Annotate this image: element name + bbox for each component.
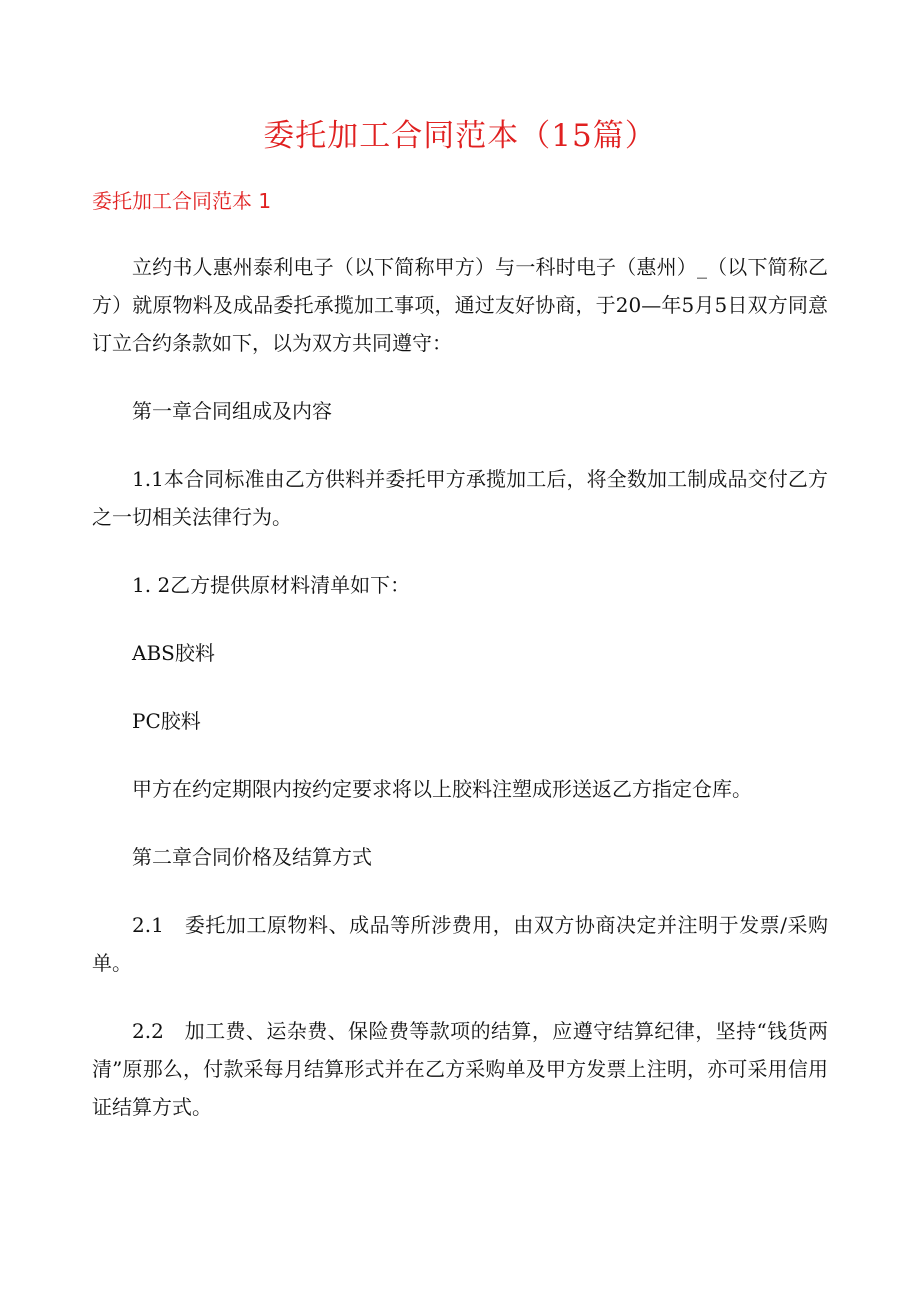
material-abs: ABS胶料 [132,641,215,665]
clause-2-1: 2.1 委托加工原物料、成品等所涉费用，由双方协商决定并注明于发票/采购单。 [92,913,828,975]
section-heading: 委托加工合同范本 1 [92,189,272,213]
paragraph-delivery: 甲方在约定期限内按约定要求将以上胶料注塑成形送返乙方指定仓库。 [132,777,752,801]
clause-2-2: 2.2 加工费、运杂费、保险费等款项的结算，应遵守结算纪律，坚持“钱货两清”原那么，付款采每月结算形式并在乙方采购单及甲方发票上注明，亦可采用信用证结算方式。 [92,1019,828,1119]
clause-1-2: 1. 2乙方提供原材料清单如下： [132,573,411,597]
clause-1-1: 1.1本合同标准由乙方供料并委托甲方承揽加工后，将全数加工制成品交付乙方之一切相关法律行为。 [92,467,828,529]
material-pc: PC胶料 [132,709,201,733]
document-title: 委托加工合同范本（15篇） [263,118,657,154]
chapter-two-heading: 第二章合同价格及结算方式 [132,845,372,869]
paragraph-intro: 立约书人惠州泰利电子（以下简称甲方）与一科时电子（惠州）_（以下简称乙方）就原物料及成品委托承揽加工事项，通过友好协商，于20—年5月5日双方同意订立合约条款如下，以为双方共同遵守： [92,255,828,355]
document-body [92,248,828,1156]
chapter-one-heading: 第一章合同组成及内容 [132,399,332,423]
